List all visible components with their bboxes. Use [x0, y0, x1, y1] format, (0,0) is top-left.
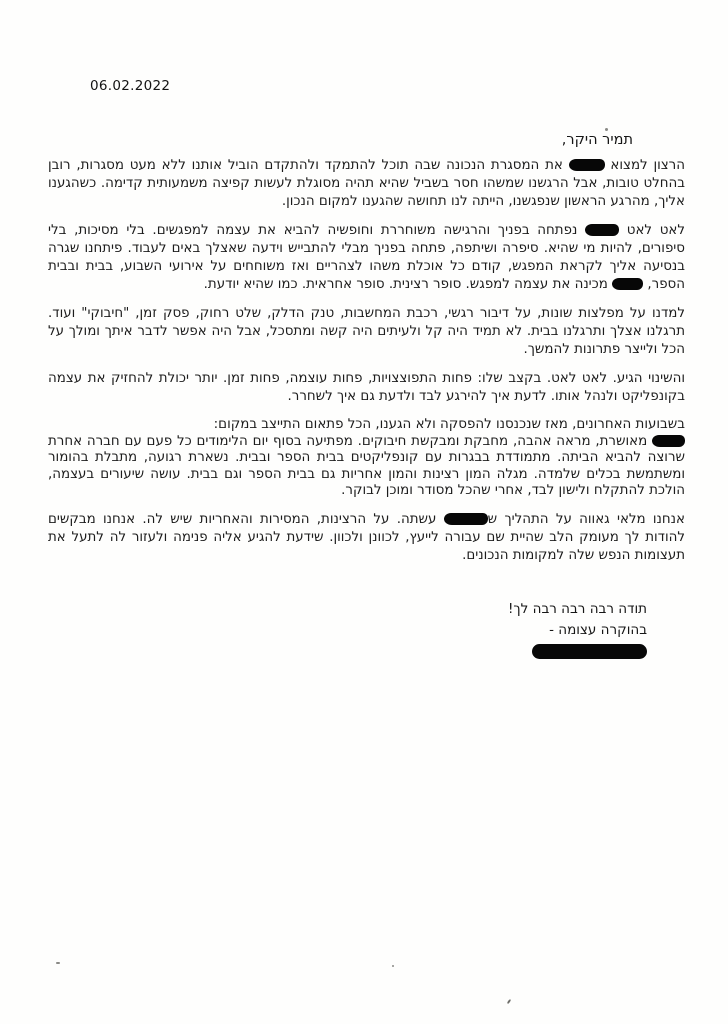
- signature-redaction-bar: [532, 644, 647, 659]
- redaction-mark: [612, 278, 643, 290]
- redaction-mark: [652, 435, 685, 447]
- paragraph: לאט לאט נפתחה בפניך והרגישה משוחררת וחופשיה להביא את עצמה למפגשים. בלי מסיכות, בלי סיפורים, להיות מי שהיא. סיפרה ושיתפה, פתחה בפניך מבלי להתבייש וידעה שאצלך באים לעבוד. פיתחנו שגרה בנסיעה אליך לקראת המפגש, קודם כל אוכלת משהו לצהריים ואז משוחחים על אירועי השבוע, בבית ובבית הספר, מכינה את עצמה למפגש. סופר רצינית. סופר אחראית. כמו שהיא יודעת.: [48, 223, 685, 292]
- paragraph: בשבועות האחרונים, מאז שנכנסנו להפסקה ולא הגענו, הכל פתאום התייצב במקום: מאושרת, מראה אהבה, מחבקת ומבקשת חיבוקים. מפתיעה בסוף יום הלימודים כל פעם עם חברה אחרת שרוצה להביא הביתה. מתמודדת בבגרות עם קונפליקטים בבית הספר ובבית. נשארת רגועה, מתבלת בהומור ומשתמשת בכלים שלמדה. מגלה המון רצינות והמון אחריות גם בבית הספר וגם בבית. עושה שיעורים בעצמה, הולכת להתקלח ולישון לבד, אחרי שהכל מסודר ומוכן לבוקר.: [48, 417, 685, 498]
- scan-speck: [605, 128, 608, 131]
- paragraph: והשינוי הגיע. לאט לאט. בקצב שלו: פחות התפוצצויות, פחות עוצמה, פחות זמן. יותר יכולת להחזיק את עצמה בקונפליקט ולנהל אותו. לדעת איך להירגע לבד ולדעת גם איך לשחרר.: [48, 371, 685, 404]
- scan-speck: [56, 962, 60, 964]
- letter-closing: [508, 599, 647, 641]
- paragraph: הרצון למצוא את המסגרת הנכונה שבה תוכל להתמקד ולהתקדם הוביל אותנו ללא מעט מסגרות, רובן בהחלט טובות, אבל הרגשנו שמשהו חסר בשביל שהיא תהיה מסוגלת לעשות קפיצה משמעותית קדימה. כשהגענו אליך, מהרגע הראשון שנפגשנו, הייתה לנו תחושה שהגענו למקום הנכון.: [48, 158, 685, 209]
- closing-line-thanks: תודה רבה רבה רבה לך!: [508, 601, 647, 617]
- closing-line-regards: בהוקרה עצומה -: [549, 622, 647, 638]
- letter-salutation: תמיר היקר,: [561, 132, 633, 148]
- scan-speck: [507, 999, 512, 1004]
- letter-body: [48, 157, 685, 576]
- redaction-mark: [585, 224, 619, 236]
- scan-speck: [392, 965, 394, 967]
- letter-date: 06.02.2022: [90, 78, 171, 94]
- paragraph: אנחנו מלאי גאווה על התהליך ש עשתה. על הרצינות, המסירות והאחריות שיש לה. אנחנו מבקשים להודות לך מעומק הלב שהיית שם עבורה לייעץ, לכוונן ולכוון. שידעת להגיע אליה פנימה ולעזור לה לתעל את תעצומות הנפש שלה למקומות הנכונים.: [48, 511, 685, 563]
- paragraph: למדנו על מפלצות שונות, על דיבור רגשי, רכבת המחשבות, טנק הדלק, שלט רחוק, פסק זמן, "חיבוקי" ועוד. תרגלנו אצלך ותרגלנו בבית. לא תמיד היה קל ולעיתים היה קשה ומתסכל, אבל היה אפשר לדבר איתך ומולך על הכל ולייצר פתרונות להמשך.: [48, 306, 685, 357]
- redaction-mark: [444, 513, 488, 525]
- redaction-mark: [569, 159, 605, 171]
